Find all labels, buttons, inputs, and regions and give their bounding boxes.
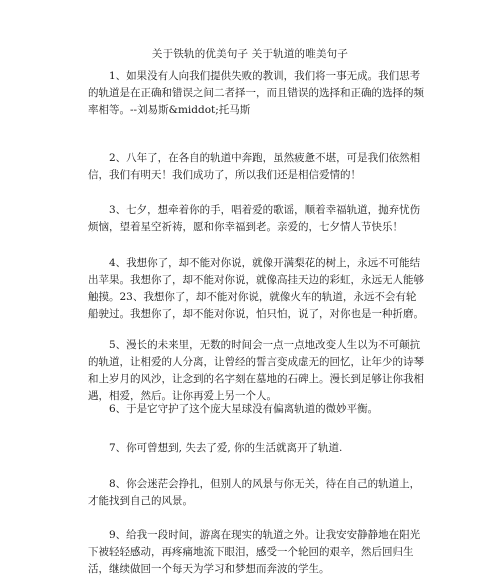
paragraph-4: 4、我想你了，却不能对你说，就像开满梨花的树上，永远不可能结出苹果。我想你了，却不能对你说，就像高挂天边的彩虹，永远无人能够触摸。23、我想你了，却不能对你说，就像火车的轨道，永远不会有轮船驶过。我想你了，却不能对你说，怕只怕，说了，对你也是一种折磨。 — [88, 257, 424, 320]
paragraph-6: 6、于是它守护了这个庞大星球没有偏离轨道的微妙平衡。 — [109, 403, 379, 415]
paragraph-2: 2、八年了，在各自的轨道中奔跑，虽然疲惫不堪，可是我们依然相信，我们有明天！我们成功了，所以我们还是相信爱情的！ — [88, 152, 421, 181]
paragraph-9: 9、给我一段时间，游离在现实的轨道之外。让我安安静静地在阳光下被轻轻感动，再疼痛地流下眼泪，感受一个轮回的艰辛，然后回归生活，继续做回一个每天为学习和梦想而奔波的学生。 — [88, 529, 421, 575]
paragraph-5: 5、漫长的未来里，无数的时间会一点一点地改变人生以为不可颠抗的轨道，让相爱的人分离，让曾经的誓言变成虚无的回忆，让年少的诗琴和上岁月的风沙，让念到的名字刻在墓地的石碑上。漫长到足够让你我相遇，相爱，然后。让你再爱上另一个人。 — [88, 339, 424, 402]
paragraph-1: 1、如果没有人向我们提供失败的教训，我们将一事无成。我们思考的轨道是在正确和错误之间二者择一，而且错误的选择和正确的选择的频率相等。--刘易斯&middot;托马斯 — [88, 70, 424, 116]
paragraph-8: 8、你会迷茫会挣扎，但别人的风景与你无关，待在自己的轨道上，才能找到自己的风景。 — [88, 478, 421, 507]
paragraph-3: 3、七夕，想牵着你的手，唱着爱的歌谣，顺着幸福轨道，抛弃忧伤烦恼，望着星空祈祷，愿和你幸福到老。亲爱的，七夕情人节快乐！ — [88, 204, 421, 233]
page-title: 关于铁轨的优美句子 关于轨道的唯美句子 — [151, 48, 349, 60]
paragraph-7: 7、你可曾想到, 失去了爱, 你的生活就离开了轨道. — [109, 442, 343, 454]
